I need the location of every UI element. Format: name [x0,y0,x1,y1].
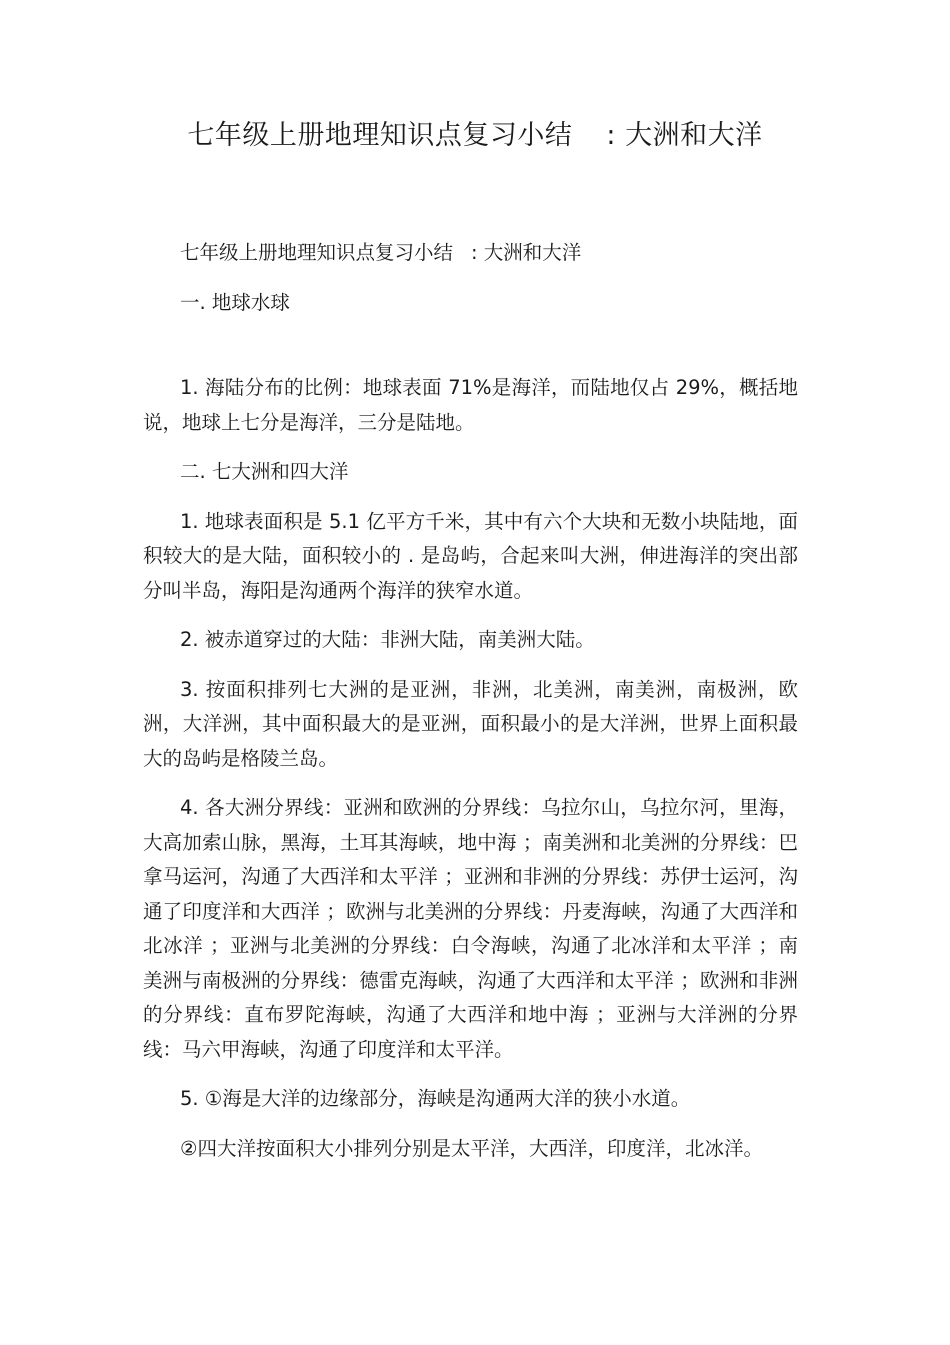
paragraph-continent-ranking: 3. 按面积排列七大洲的是亚洲，非洲，北美洲，南美洲，南极洲，欧洲，大洋洲，其中面积最大的是亚洲，面积最小的是大洋洲，世界上面积最大的岛屿是格陵兰岛。 [143,677,798,770]
document-title [0,116,950,156]
paragraph-equator-continents: 2. 被赤道穿过的大陆：非洲大陆，南美洲大陆。 [180,628,595,651]
document-body [143,236,798,1181]
paragraph-boundaries: 4. 各大洲分界线：亚洲和欧洲的分界线：乌拉尔山，乌拉尔河，里海，大高加索山脉，黑海，土耳其海峡，地中海 ；南美洲和北美洲的分界线：巴拿马运河，沟通了大西洋和太平洋 ；亚洲和非洲的分界线：苏伊士运河，沟通了印度洋和大西洋 ；欧洲与北美洲的分界线：丹麦海峡，沟通了大西洋和北冰洋 ；亚洲与北美洲的分界线：白令海峡，沟通了北冰洋和太平洋 ；南美洲与南极洲的分界线：德雷克海峡，沟通了大西洋和太平洋 ；欧洲和非洲的分界线：直布罗陀海峡，沟通了大西洋和地中海 ；亚洲与大洋洲的分界线：马六甲海峡，沟通了印度洋和太平洋。 [143,796,798,1061]
paragraph-seas-straits: 5. ①海是大洋的边缘部分，海峡是沟通两大洋的狭小水道。 [180,1087,691,1110]
paragraph-earth-surface: 1. 地球表面积是 5.1 亿平方千米，其中有六个大块和无数小块陆地，面积较大的是大陆，面积较小的 . 是岛屿，合起来叫大洲，伸进海洋的突出部分叫半岛，海阳是沟通两个海洋的狭窄水道。 [143,509,798,602]
title-main: 七年级上册地理知识点复习小结 [187,120,573,151]
section-heading-2: 二. 七大洲和四大洋 [180,460,349,483]
paragraph-land-sea-ratio: 1. 海陆分布的比例：地球表面 71%是海洋，而陆地仅占 29%，概括地说，地球上七分是海洋，三分是陆地。 [143,376,798,434]
document-subtitle [143,236,798,271]
subtitle-sub: : 大洲和大洋 [471,241,582,264]
section-heading-1: 一. 地球水球 [180,290,290,314]
paragraph-four-oceans: ②四大洋按面积大小排列分别是太平洋，大西洋，印度洋，北冰洋。 [180,1136,763,1160]
subtitle-main: 七年级上册地理知识点复习小结 [180,241,454,264]
title-sub: : 大洲和大洋 [606,120,763,151]
